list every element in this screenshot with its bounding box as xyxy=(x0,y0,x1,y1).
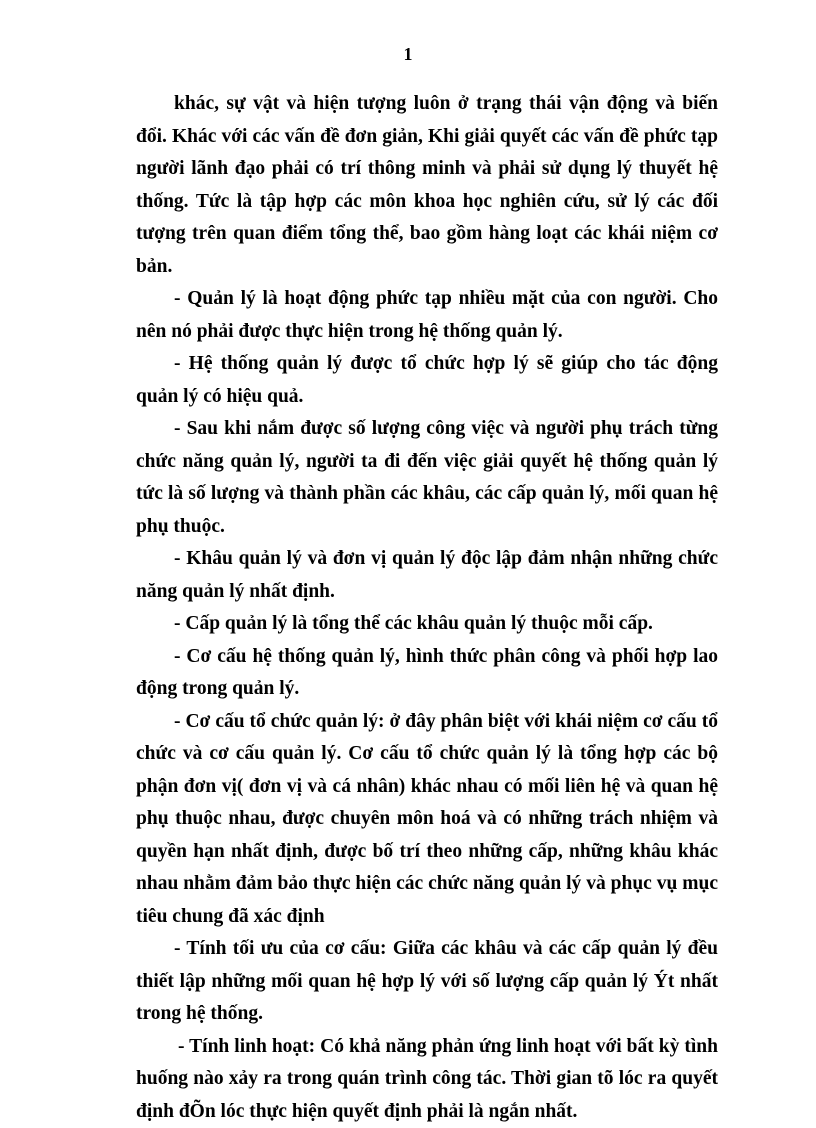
paragraph-khau-quan-ly: - Khâu quản lý và đơn vị quản lý độc lập đảm nhận những chức năng quản lý nhất định. xyxy=(136,543,718,608)
paragraph-co-cau-he-thong: - Cơ cấu hệ thống quản lý, hình thức phân công và phối hợp lao động trong quản lý. xyxy=(136,641,718,706)
page-number: 1 xyxy=(0,44,816,65)
paragraph-intro: khác, sự vật và hiện tượng luôn ở trạng thái vận động và biến đổi. Khác với các vấn đề đơn giản, Khi giải quyết các vấn đề phức tạp người lãnh đạo phải có trí thông minh và phải sử dụng lý thuyết hệ thống. Tức là tập hợp các môn khoa học nghiên cứu, sử lý các đối tượng trên quan điểm tổng thể, bao gồm hàng loạt các khái niệm cơ bản. xyxy=(136,88,718,283)
paragraph-tinh-linh-hoat: - Tính linh hoạt: Có khả năng phản ứng linh hoạt với bất kỳ tình huống nào xảy ra trong quán trình công tác. Thời gian tõ lóc ra quyết định đÕn lóc thực hiện quyết định phải là ngắn nhất. xyxy=(136,1031,718,1128)
body-text xyxy=(136,88,718,1128)
paragraph-sau-khi: - Sau khi nắm được số lượng công việc và người phụ trách từng chức năng quản lý, người ta đi đến việc giải quyết hệ thống quản lý tức là số lượng và thành phần các khâu, các cấp quản lý, mối quan hệ phụ thuộc. xyxy=(136,413,718,543)
paragraph-quan-ly: - Quản lý là hoạt động phức tạp nhiều mặt của con người. Cho nên nó phải được thực hiện trong hệ thống quản lý. xyxy=(136,283,718,348)
paragraph-co-cau-to-chuc: - Cơ cấu tổ chức quản lý: ở đây phân biệt với khái niệm cơ cấu tổ chức và cơ cấu quản lý. Cơ cấu tổ chức quản lý là tổng hợp các bộ phận đơn vị( đơn vị và cá nhân) khác nhau có mối liên hệ và quan hệ phụ thuộc nhau, được chuyên môn hoá và có những trách nhiệm và quyền hạn nhất định, được bố trí theo những cấp, những khâu khác nhau nhằm đảm bảo thực hiện các chức năng quản lý và phục vụ mục tiêu chung đã xác định xyxy=(136,706,718,934)
paragraph-cap-quan-ly: - Cấp quản lý là tổng thể các khâu quản lý thuộc mỗi cấp. xyxy=(136,608,718,641)
paragraph-tinh-toi-uu: - Tính tối ưu của cơ cấu: Giữa các khâu và các cấp quản lý đều thiết lập những mối quan hệ hợp lý với số lượng cấp quản lý Ýt nhất trong hệ thống. xyxy=(136,933,718,1031)
paragraph-he-thong: - Hệ thống quản lý được tổ chức hợp lý sẽ giúp cho tác động quản lý có hiệu quả. xyxy=(136,348,718,413)
